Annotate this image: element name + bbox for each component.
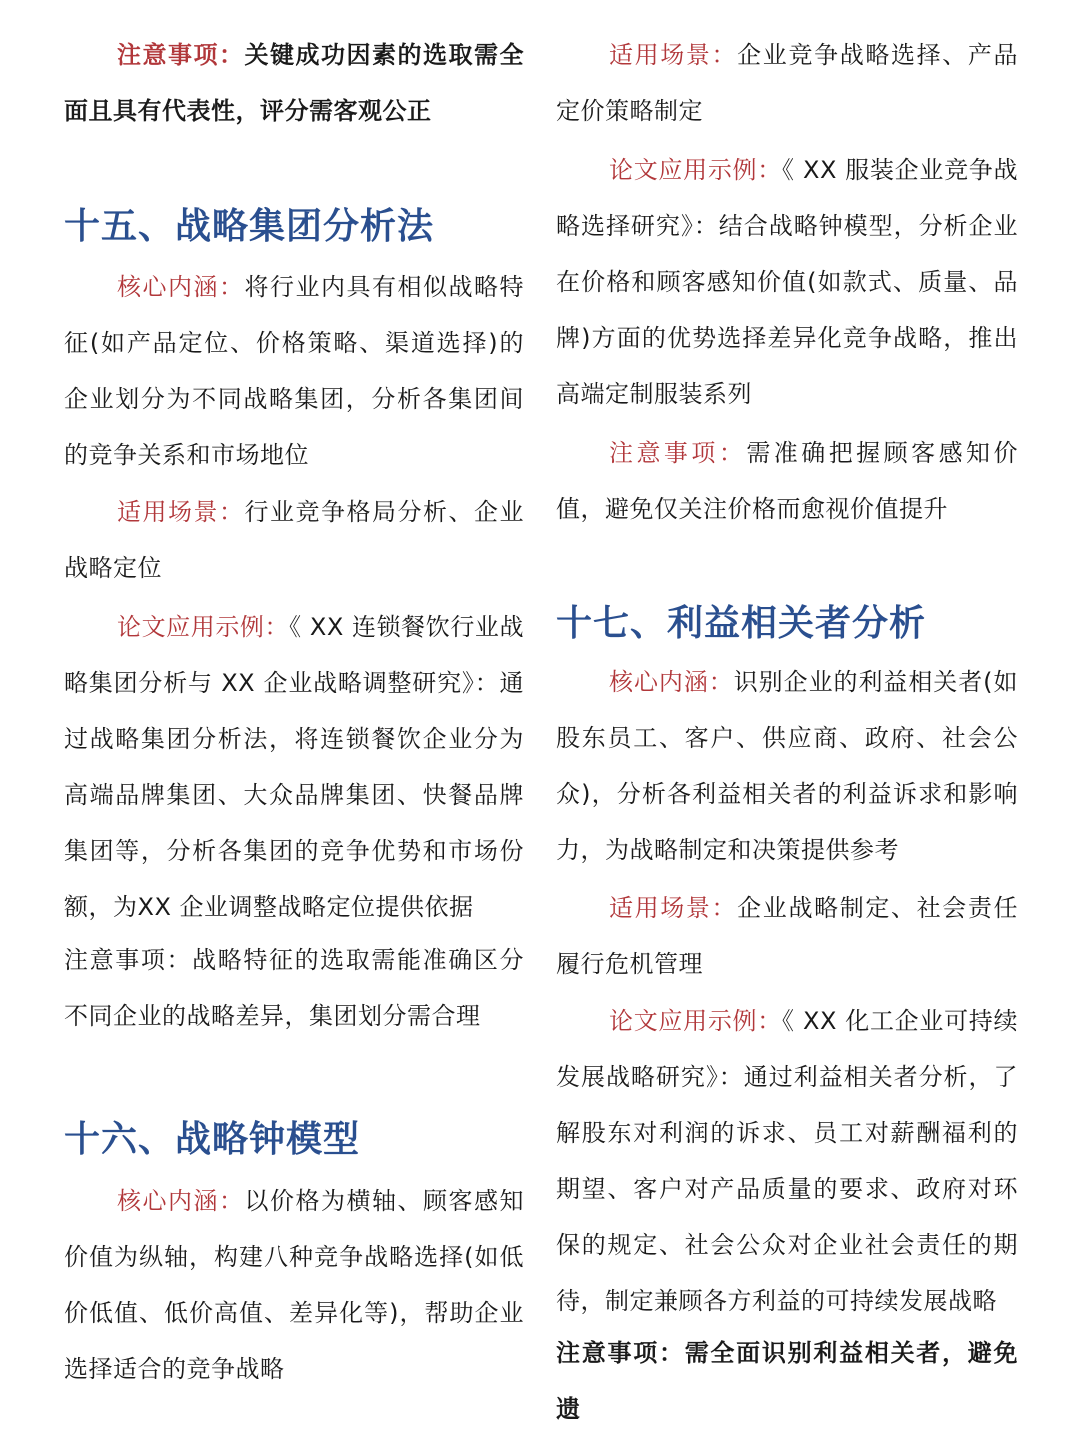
note-label: 注意事项：	[64, 946, 193, 974]
section-17-core-paragraph	[556, 654, 1018, 878]
section-17-example-paragraph	[556, 993, 1018, 1329]
scene-label: 适用场景：	[609, 41, 738, 69]
section-16-example-paragraph	[556, 142, 1018, 422]
section-17-heading: 十七、利益相关者分析	[556, 603, 927, 644]
scene-label: 适用场景：	[609, 894, 738, 922]
scene-label: 适用场景：	[117, 498, 245, 526]
core-label: 核心内涵：	[609, 668, 734, 696]
section-15-note-paragraph	[64, 932, 524, 1044]
example-text: 《 XX 连锁餐饮行业战略集团分析与 XX 企业战略调整研究》：通过战略集团分析法，将连锁餐饮企业分为高端品牌集团、大众品牌集团、快餐品牌集团等，分析各集团的竞争优势和市场份额，为XX 企业调整战略定位提供依据	[64, 613, 525, 921]
section-16-core-paragraph	[64, 1173, 524, 1397]
example-label: 论文应用示例：	[609, 156, 782, 184]
core-text: 将行业内具有相似战略特征(如产品定位、价格策略、渠道选择)的企业划分为不同战略集团，分析各集团间的竞争关系和市场地位	[64, 273, 524, 469]
example-label: 论文应用示例：	[117, 613, 290, 641]
example-text: 《 XX 化工企业可持续发展战略研究》：通过利益相关者分析，了解股东对利润的诉求、员工对薪酬福利的期望、客户对产品质量的要求、政府对环保的规定、社会公众对企业社会责任的期待，制定兼顾各方利益的可持续发展战略	[556, 1007, 1019, 1315]
example-label: 论文应用示例：	[609, 1007, 782, 1035]
section-15-heading: 十五、战略集团分析法	[64, 206, 435, 247]
note-label: 注意事项：	[556, 1339, 685, 1367]
note-text: 需全面识别利益相关者，避免遗	[556, 1339, 1019, 1423]
example-text: 《 XX 服装企业竞争战略选择研究》：结合战略钟模型，分析企业在价格和顾客感知价值(如款式、质量、品牌)方面的优势选择差异化竞争战略，推出高端定制服装系列	[556, 156, 1019, 408]
scene-text: 行业竞争格局分析、企业战略定位	[64, 498, 524, 582]
scene-text: 企业竞争战略选择、产品定价策略制定	[556, 41, 1019, 125]
section-17-note-paragraph	[556, 1325, 1018, 1437]
core-label: 核心内涵：	[117, 1187, 245, 1215]
note-text: 关键成功因素的选取需全面且具有代表性，评分需客观公正	[64, 41, 524, 125]
scene-text: 企业战略制定、社会责任履行危机管理	[556, 894, 1019, 978]
section-17-scene-paragraph	[556, 880, 1018, 992]
section-15-core-paragraph	[64, 259, 524, 483]
note-text: 战略特征的选取需能准确区分不同企业的战略差异，集团划分需合理	[64, 946, 525, 1030]
section-15-example-paragraph	[64, 599, 524, 935]
note-label: 注意事项：	[609, 439, 747, 467]
note-label: 注意事项：	[117, 41, 245, 69]
note-text: 需准确把握顾客感知价值，避免仅关注价格而愈视价值提升	[556, 439, 1019, 523]
section-15-scene-paragraph	[64, 484, 524, 596]
note-kfs-paragraph	[64, 27, 524, 139]
section-16-heading: 十六、战略钟模型	[64, 1119, 361, 1160]
section-16-note-paragraph	[556, 425, 1018, 537]
core-label: 核心内涵：	[117, 273, 245, 301]
section-16-scene-paragraph	[556, 27, 1018, 139]
core-text: 识别企业的利益相关者(如股东员工、客户、供应商、政府、社会公众)，分析各利益相关者的利益诉求和影响力，为战略制定和决策提供参考	[556, 668, 1018, 864]
core-text: 以价格为横轴、顾客感知价值为纵轴，构建八种竞争战略选择(如低价低值、低价高值、差异化等)，帮助企业选择适合的竞争战略	[64, 1187, 524, 1383]
